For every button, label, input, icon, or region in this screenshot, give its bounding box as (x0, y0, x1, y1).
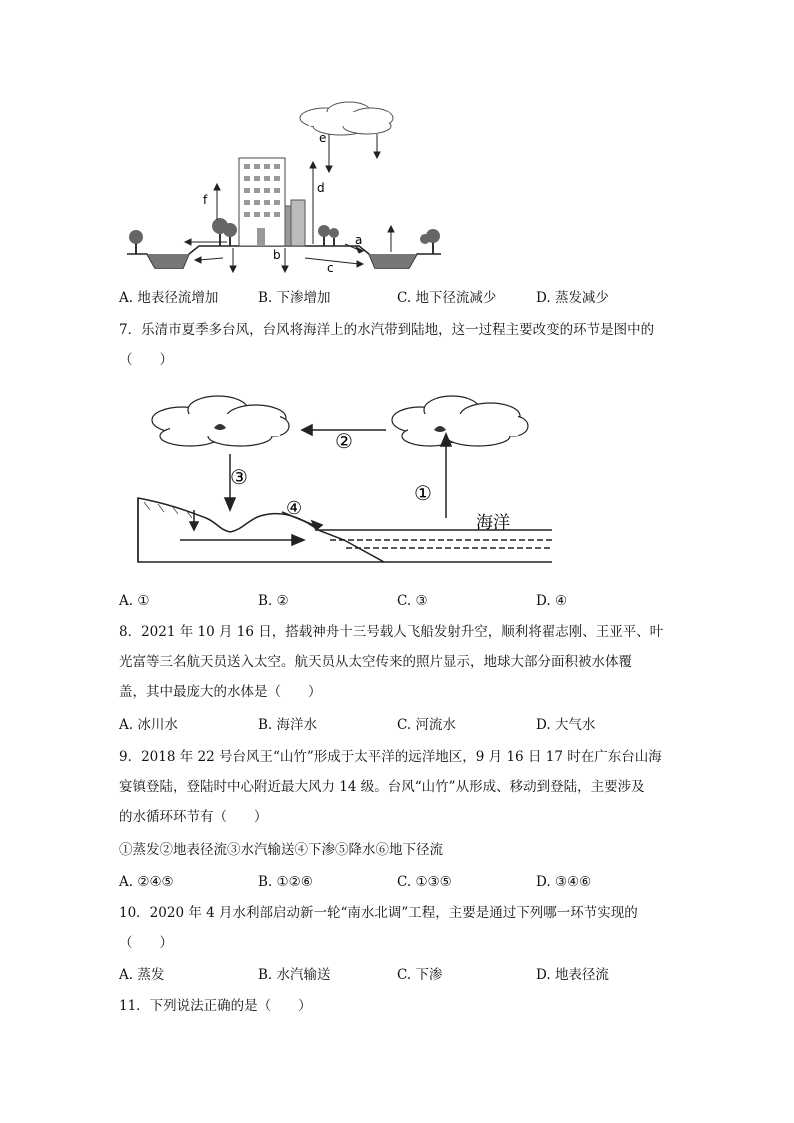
q7-stem-line1: 7．乐清市夏季多台风，台风将海洋上的水汽带到陆地，这一过程主要改变的环节是图中的 (119, 322, 655, 338)
q9-option-d[interactable]: D. ③④⑥ (536, 874, 592, 890)
q6-option-d[interactable]: D. 蒸发减少 (536, 290, 609, 306)
q8-option-a[interactable]: A. 冰川水 (119, 717, 178, 733)
q10-stem-line2: （ ） (119, 935, 173, 951)
label-circle-4: ④ (286, 498, 303, 519)
q10-option-a[interactable]: A. 蒸发 (119, 967, 165, 983)
label-ocean: 海洋 (476, 513, 510, 533)
q10-option-c[interactable]: C. 下渗 (397, 967, 443, 983)
q7-option-a[interactable]: A. ① (119, 593, 150, 609)
q9-option-a[interactable]: A. ②④⑤ (119, 874, 174, 890)
q9-stem-line3: 的水循环环节有（ ） (119, 809, 268, 825)
q6-option-a[interactable]: A. 地表径流增加 (119, 290, 219, 306)
q11-stem-line1: 11．下列说法正确的是（ ） (119, 998, 312, 1014)
label-b: b (273, 248, 281, 262)
q6-option-c[interactable]: C. 地下径流减少 (397, 290, 497, 306)
q9-stem-line4: ①蒸发②地表径流③水汽输送④下渗⑤降水⑥地下径流 (119, 842, 443, 858)
label-d: d (317, 181, 325, 195)
q8-stem-line1: 8．2021 年 10 月 16 日，搭载神舟十三号载人飞船发射升空，顺利将翟志刚、王亚平、叶 (119, 624, 664, 640)
label-circle-3: ③ (230, 465, 248, 489)
q9-stem-line1: 9．2018 年 22 号台风王“山竹”形成于太平洋的远洋地区，9 月 16 日 17 时在广东台山海 (119, 749, 662, 765)
q7-stem-line2: （ ） (119, 352, 173, 368)
q7-option-c[interactable]: C. ③ (397, 593, 428, 609)
q8-stem-line2: 光富等三名航天员送入太空。航天员从太空传来的照片显示，地球大部分面积被水体覆 (119, 654, 632, 670)
building (239, 158, 305, 246)
q6-option-b[interactable]: B. 下渗增加 (258, 290, 331, 306)
label-circle-1: ① (414, 481, 432, 505)
label-circle-2: ② (335, 429, 353, 453)
q7-option-d[interactable]: D. ④ (536, 593, 568, 609)
label-f: f (203, 193, 208, 207)
q8-option-c[interactable]: C. 河流水 (397, 717, 456, 733)
q9-option-b[interactable]: B. ①②⑥ (258, 874, 313, 890)
q8-option-b[interactable]: B. 海洋水 (258, 717, 318, 733)
q10-stem-line1: 10．2020 年 4 月水利部启动新一轮“南水北调”工程，主要是通过下列哪一环节实现的 (119, 905, 638, 921)
label-c: c (327, 261, 334, 275)
q9-stem-line2: 宴镇登陆，登陆时中心附近最大风力 14 级。台风“山竹”从形成、移动到登陆，主要涉及 (119, 779, 645, 795)
label-a: a (355, 233, 363, 247)
water-cycle-figure (130, 392, 560, 572)
q7-option-b[interactable]: B. ② (258, 593, 289, 609)
q10-option-b[interactable]: B. 水汽输送 (258, 967, 331, 983)
q9-option-c[interactable]: C. ①③⑤ (397, 874, 452, 890)
q8-stem-line3: 盖，其中最庞大的水体是（ ） (119, 684, 322, 700)
urban-water-cycle-figure (119, 96, 449, 286)
q10-option-d[interactable]: D. 地表径流 (536, 967, 609, 983)
q8-option-d[interactable]: D. 大气水 (536, 717, 596, 733)
label-e: e (319, 131, 327, 145)
